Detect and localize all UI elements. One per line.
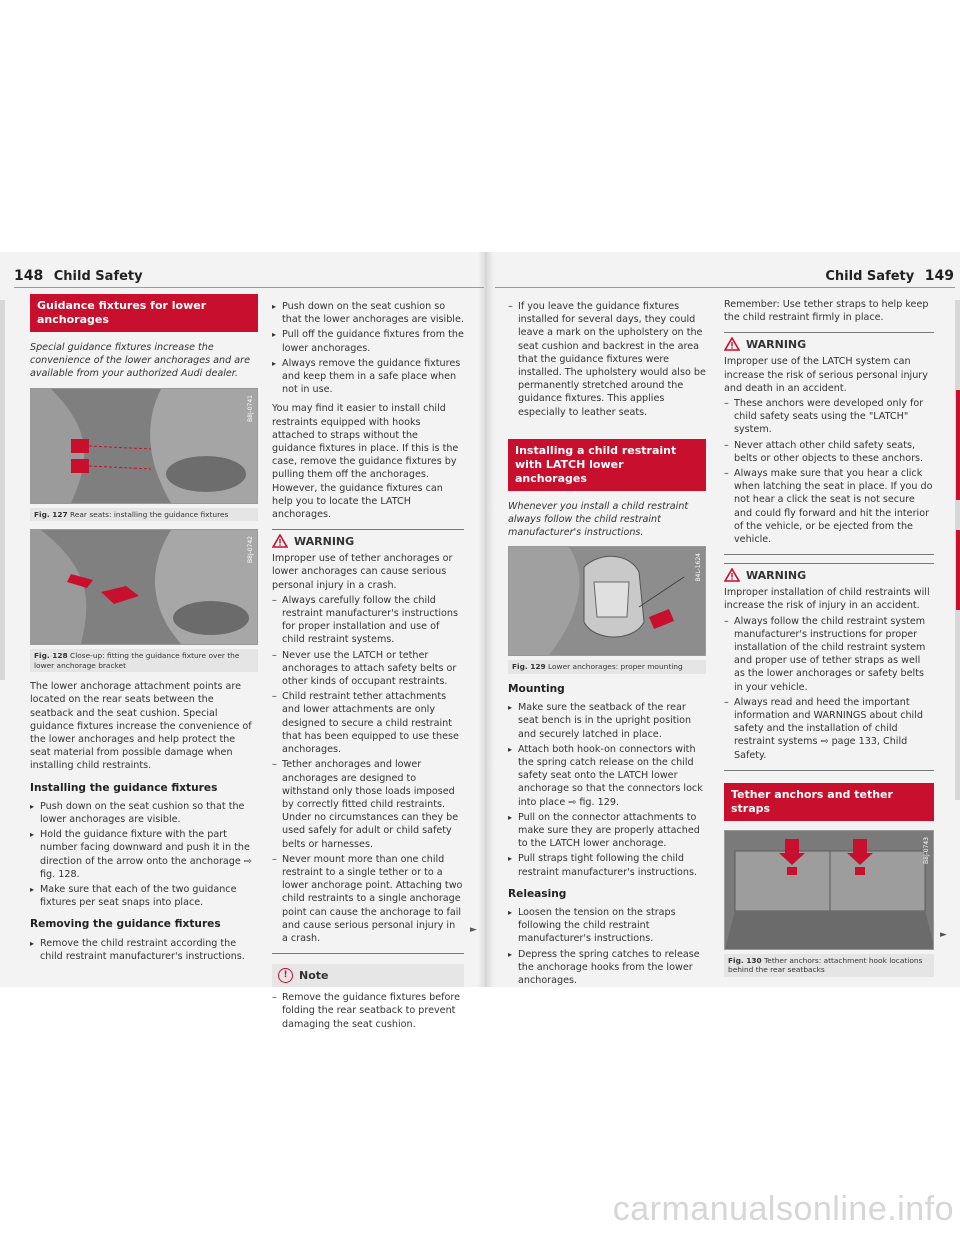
installing-heading: Installing the guidance fixtures	[30, 781, 218, 794]
figure-code: B8J-0741	[247, 394, 254, 422]
warning-label: WARNING	[746, 568, 807, 582]
removing-heading: Removing the guidance fixtures	[30, 918, 221, 931]
list-item: – Always read and heed the important information and WARNINGS about child safety and the installation of child restraint systems ⇨ page 133, Child Safety.	[724, 696, 934, 762]
warning-list	[272, 594, 464, 945]
right-edge-chapter-marker-2	[956, 530, 960, 610]
installing-steps	[30, 800, 258, 910]
warning-title	[724, 568, 934, 582]
tether-anchor-cargo-illustration	[725, 831, 934, 949]
right-head-rule	[495, 287, 955, 288]
section-heading-guidance: Guidance fixtures for lower anchorages	[30, 294, 258, 332]
list-item: ▸ Hold the guidance fixture with the part number facing downward and push it in the direction of the arrow onto the anchorage ⇨ fig. 128.	[30, 828, 258, 881]
list-item: – Never use the LATCH or tether anchorages to attach safety belts or other kinds of occupant restraints.	[272, 649, 464, 689]
list-item: – Always carefully follow the child restraint manufacturer's instructions for proper installation and use of child restraint systems.	[272, 594, 464, 647]
warning-title	[272, 534, 464, 548]
list-item: ▸ Pull on the connector attachments to make sure they are properly attached to the LATCH lower anchorage.	[508, 811, 706, 851]
figure-128	[30, 529, 258, 645]
list-item: ▸ Attach both hook-on connectors with the spring catch release on the child safety seat onto the LATCH lower anchorage so that the connectors lock into place ⇨ fig. 129.	[508, 743, 706, 809]
scan-top-margin	[0, 0, 960, 250]
figure-127	[30, 388, 258, 504]
rear-seat-illustration	[31, 389, 258, 503]
list-item: ▸ Make sure that each of the two guidance fixtures per seat snaps into place.	[30, 883, 258, 909]
warning-box-1	[272, 529, 464, 954]
list-item: ▸ Remove the child restraint according the child restraint manufacturer's instructions.	[30, 937, 258, 963]
releasing-steps	[508, 906, 706, 987]
list-item: – Always make sure that you hear a click when latching the seat in place. If you do not hear a click the seat is not secure and could fly forward and hit the interior of the vehicle, or be ejected from the vehicle.	[724, 467, 934, 546]
note-title	[272, 964, 464, 987]
warning-lead: Improper installation of child restraints will increase the risk of injury in an accident.	[724, 587, 930, 612]
page-number-left: 148	[14, 268, 44, 284]
left-edge-tab	[0, 300, 5, 680]
figure-130-caption	[724, 954, 934, 977]
right-running-title: Child Safety	[825, 269, 915, 284]
figure-130	[724, 830, 934, 950]
remember-paragraph: Remember: Use tether straps to help keep the child restraint firmly in place.	[724, 299, 929, 324]
warning-lead: Improper use of the LATCH system can increase the risk of serious personal injury and death in an accident.	[724, 356, 928, 394]
figure-129-caption	[508, 660, 706, 674]
list-item: – Remove the guidance fixtures before folding the rear seatback to prevent damaging the seat cushion.	[272, 991, 464, 1031]
latch-intro: Whenever you install a child restraint always follow the child restraint manufacturer's instructions.	[508, 500, 689, 539]
site-watermark: carmanualsonline.info	[612, 1190, 954, 1228]
figure-number: Fig. 129	[512, 662, 546, 672]
figure-number: Fig. 130	[728, 955, 762, 965]
figure-code: B4L-1624	[695, 553, 702, 583]
list-item: ▸ Always remove the guidance fixtures and keep them in a safe place when not in use.	[272, 357, 464, 397]
warning-box-2	[724, 332, 934, 555]
warning-triangle-icon	[724, 337, 740, 351]
list-item: – Child restraint tether attachments and lower attachments are only designed to secure a child restraint that has been equipped to use these anchorages.	[272, 690, 464, 756]
figure-caption-text: Close-up: fitting the guidance fixture over the lower anchorage bracket	[34, 651, 240, 670]
continue-arrow-icon: ►	[940, 930, 947, 940]
right-running-head	[825, 268, 954, 284]
list-item: ▸ Make sure the seatback of the rear seat bench is in the upright position and securely latched in place.	[508, 701, 706, 741]
guidance-intro: Special guidance fixtures increase the convenience of the lower anchorages and are available from your authorized Audi dealer.	[30, 342, 251, 380]
list-item: – Always follow the child restraint system manufacturer's instructions for proper installation of the child restraint system and proper use of tether straps as well as the lower anchorages or safety belts in your vehicle.	[724, 615, 934, 694]
child-seat-latch-illustration	[509, 547, 706, 655]
left-running-title: Child Safety	[53, 269, 143, 284]
list-item: – Never attach other child safety seats, belts or other objects to these anchors.	[724, 439, 934, 465]
list-item: – Never mount more than one child restraint to a single tether or to a lower anchorage point. Attaching two child restraints to a single anchorage point can cause the anchorage to fail and cause serious personal injury in a crash.	[272, 853, 464, 945]
figure-number: Fig. 127	[34, 509, 68, 519]
note-continued-list	[508, 300, 706, 419]
warning-list	[724, 615, 934, 762]
list-item: – These anchors were developed only for child safety seats using the "LATCH" system.	[724, 397, 934, 437]
warning-triangle-icon	[724, 568, 740, 582]
warning-triangle-icon	[272, 534, 288, 548]
left-column-1	[30, 294, 258, 969]
right-column-2	[724, 298, 934, 985]
warning-list	[724, 397, 934, 546]
warning-lead: Improper use of tether anchorages or lower anchorages can cause serious personal injury in a crash.	[272, 553, 453, 591]
guidance-body: The lower anchorage attachment points are located on the rear seats between the seatback and the seat cushion. Special guidance fixtures increase the convenience of the lower anchorages and help protect the seat material from possible damage when installing child restraints.	[30, 681, 252, 772]
figure-code: B8J-0742	[247, 536, 254, 564]
note-label: Note	[299, 969, 329, 983]
note-list	[272, 991, 464, 1031]
figure-129	[508, 546, 706, 656]
warning-box-3	[724, 563, 934, 771]
list-item: – If you leave the guidance fixtures installed for several days, they could leave a mark on the upholstery on the seat cushion and backrest in the area that the guidance fixtures were installed. The upholstery would also be permanently stretched around the guidance fixtures. This applies especially to leather seats.	[508, 300, 706, 419]
list-item: ▸ Pull off the guidance fixtures from the lower anchorages.	[272, 328, 464, 354]
removing-steps	[30, 937, 258, 963]
warning-title	[724, 337, 934, 351]
figure-code: B8J-0743	[923, 836, 930, 864]
book-gutter	[478, 252, 494, 987]
left-head-rule	[14, 287, 484, 288]
list-item: ▸ Pull straps tight following the child restraint manufacturer's instructions.	[508, 852, 706, 878]
warning-label: WARNING	[746, 337, 807, 351]
mounting-heading: Mounting	[508, 682, 565, 695]
figure-127-caption	[30, 508, 258, 522]
warning-label: WARNING	[294, 534, 355, 548]
latch-tip-paragraph: You may find it easier to install child restraints equipped with hooks attached to straps without the guidance fixtures in place. If this is the case, remove the guidance fixtures by pulling them off the anchorages. However, the guidance fixtures can help you to locate the LATCH anchorages.	[272, 403, 459, 521]
figure-128-caption	[30, 649, 258, 672]
left-running-head	[14, 268, 143, 284]
figure-caption-text: Rear seats: installing the guidance fixtures	[70, 509, 229, 519]
note-icon: !	[278, 968, 293, 983]
page-number-right: 149	[924, 268, 954, 284]
figure-caption-text: Tether anchors: attachment hook locations behind the rear seatbacks	[728, 955, 923, 975]
col2-steps	[272, 300, 464, 396]
list-item: ▸ Push down on the seat cushion so that the lower anchorages are visible.	[30, 800, 258, 826]
figure-number: Fig. 128	[34, 651, 68, 661]
guidance-fixture-closeup	[31, 530, 258, 644]
continue-arrow-icon: ►	[470, 925, 477, 935]
list-item: – Tether anchorages and lower anchorages are designed to withstand only those loads imposed by correctly fitted child restraints. Under no circumstances can they be used safely for adult or child safety belts or harnesses.	[272, 758, 464, 850]
note-box	[272, 964, 464, 1031]
section-heading-latch: Installing a child restraint with LATCH lower anchorages	[508, 439, 706, 491]
left-column-2	[272, 300, 464, 1033]
right-column-1	[508, 298, 706, 993]
section-heading-tether: Tether anchors and tether straps	[724, 783, 934, 821]
figure-caption-text: Lower anchorages: proper mounting	[548, 662, 683, 672]
list-item: ▸ Depress the spring catches to release the anchorage hooks from the lower anchorages.	[508, 948, 706, 988]
list-item: ▸ Loosen the tension on the straps following the child restraint manufacturer's instructions.	[508, 906, 706, 946]
releasing-heading: Releasing	[508, 887, 567, 900]
right-edge-chapter-marker	[956, 390, 960, 500]
list-item: ▸ Push down on the seat cushion so that the lower anchorages are visible.	[272, 300, 464, 326]
mounting-steps	[508, 701, 706, 879]
